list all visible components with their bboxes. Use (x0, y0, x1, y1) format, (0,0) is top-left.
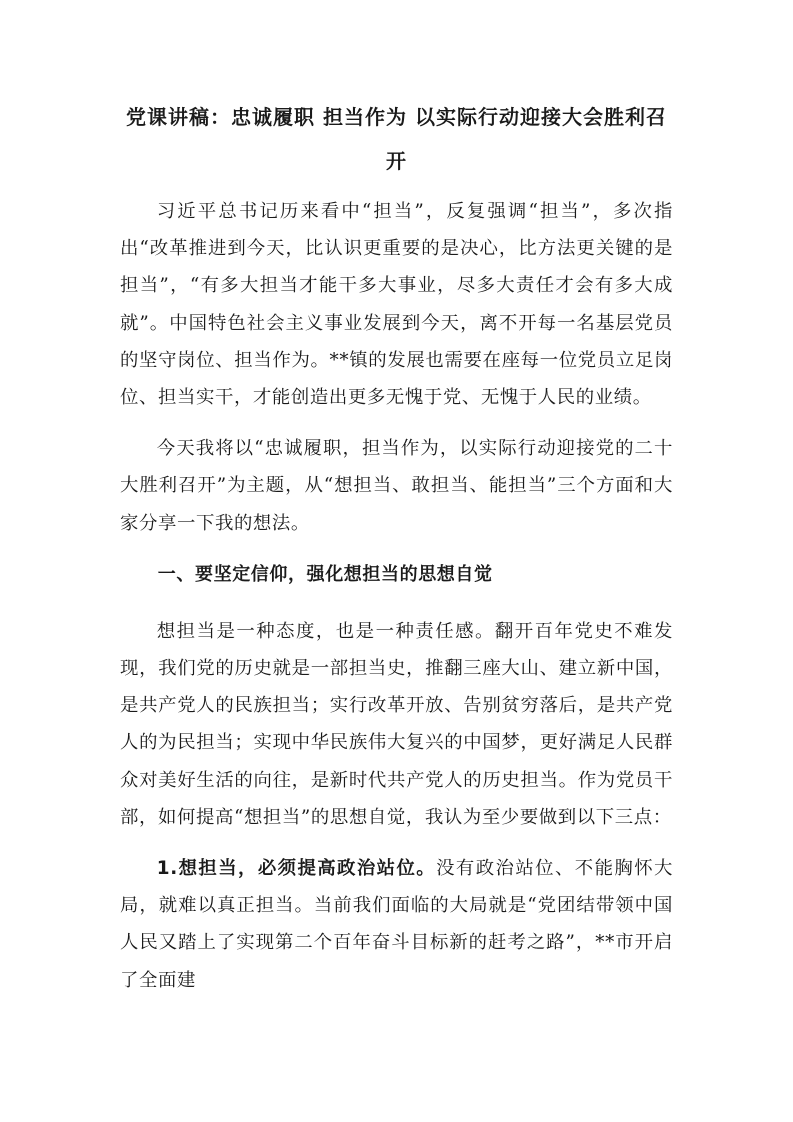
document-title: 党课讲稿：忠诚履职 担当作为 以实际行动迎接大会胜利召开 (126, 105, 667, 173)
intro-paragraph: 习近平总书记历来看中“担当”，反复强调“担当”，多次指出“改革推进到今天，比认识更重要的是决心，比方法更关键的是担当”，“有多大担当才能干多大事业，尽多大责任才会有多大成就”。中国特色社会主义事业发展到今天，离不开每一名基层党员的坚守岗位、担当作为。**镇的发展也需要在座每一位党员立足岗位、担当实干，才能创造出更多无愧于党、无愧于人民的业绩。 (120, 201, 673, 409)
section-paragraph: 想担当是一种态度，也是一种责任感。翻开百年党史不难发现，我们党的历史就是一部担当史，推翻三座大山、建立新中国，是共产党人的民族担当；实行改革开放、告别贫穷落后，是共产党人的为民担当；实现中华民族伟大复兴的中国梦，更好满足人民群众对美好生活的向往，是新时代共产党人的历史担当。作为党员干部，如何提高“想担当”的思想自觉，我认为至少要做到以下三点： (120, 620, 673, 828)
point-paragraph (120, 850, 673, 999)
point-lead: 1.想担当，必须提高政治站位。 (156, 858, 437, 880)
point-text: 没有政治站位、不能胸怀大局，就难以真正担当。当前我们面临的大局就是“党团结带领中国人民又踏上了实现第二个百年奋斗目标新的赶考之路”，**市开启了全面建 (120, 858, 673, 991)
section-heading: 一、要坚定信仰，强化想担当的思想自觉 (157, 563, 493, 585)
theme-paragraph: 今天我将以“忠诚履职，担当作为，以实际行动迎接党的二十大胜利召开”为主题，从“想担当、敢担当、能担当”三个方面和大家分享一下我的想法。 (120, 438, 673, 534)
document-body (120, 95, 673, 1013)
